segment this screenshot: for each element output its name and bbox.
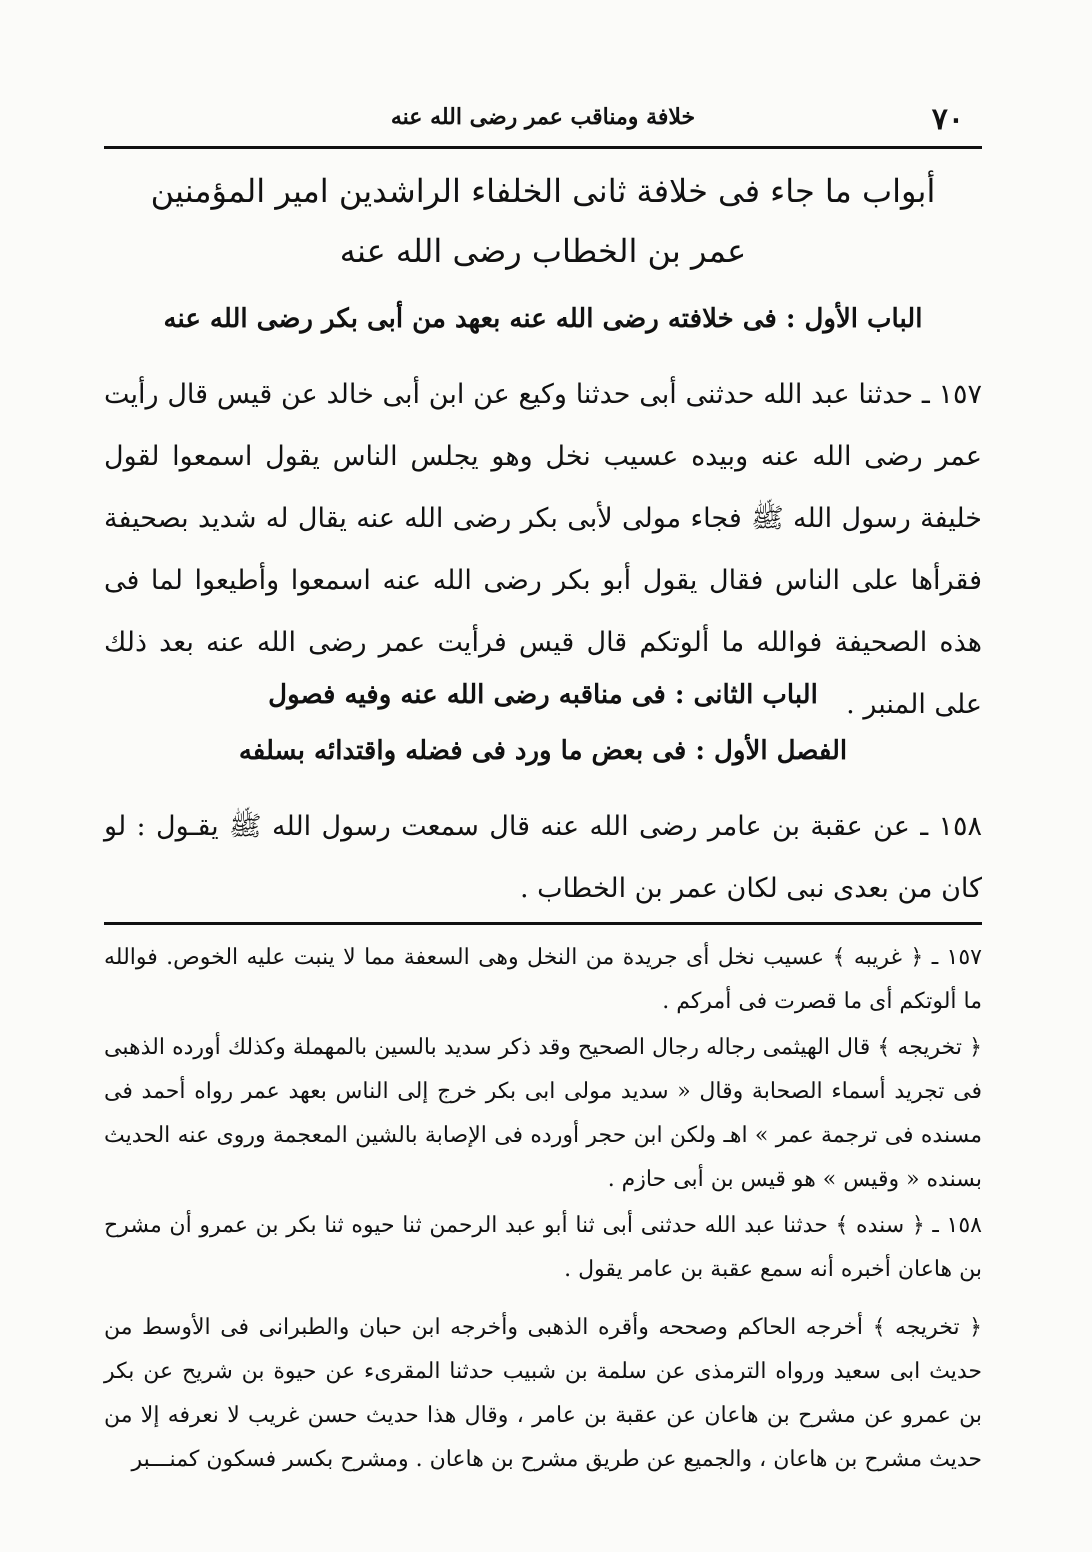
footnote-divider (104, 922, 982, 925)
chapter1-heading: الباب الأول : فى خلافته رضى الله عنه بعهد من أبى بكر رضى الله عنه (163, 304, 923, 334)
page-header (104, 96, 982, 149)
section1-heading: الفصل الأول : فى بعض ما ورد فى فضله واقتدائه بسلفه (238, 736, 848, 766)
hadith-158: ١٥٨ ـ عن عقبة بن عامر رضى الله عنه قال سمعت رسول الله ﷺ يقـول : لو كان من بعدى نبى لكان عمر بن الخطاب . (104, 811, 982, 904)
chapter2-heading: الباب الثانى : فى مناقبه رضى الله عنه وفيه فصول (268, 680, 818, 710)
footnote-158-takhrij: ﴿ تخريجه ﴾ أخرجه الحاكم وصححه وأقره الذهبى وأخرجه ابن حبان والطبرانى فى الأوسط من حديث ابى سعيد ورواه الترمذى عن سلمة بن شبيب حدثنا المقرىء عن حيوة بن شريح عن بكر بن عمرو عن مشرح بن هاعان عن عقبة بن عامر ، وقال هذا حديث حسن غريب لا نعرفه إلا من حديث مشرح بن هاعان ، والجميع عن طريق مشرح بن هاعان . ومشرح بكسر فسكون كمنـــبر (104, 1315, 982, 1472)
section-title-line1: أبواب ما جاء فى خلافة ثانى الخلفاء الراشدين امير المؤمنين (150, 172, 936, 210)
page-number: ٧٠ (931, 102, 964, 137)
footnote-157-takhrij: ﴿ تخريجه ﴾ قال الهيثمى رجاله رجال الصحيح وقد ذكر سديد بالسين بالمهملة وكذلك أورده الذهبى فى تجريد أسماء الصحابة وقال « سديد مولى ابى بكر خرج إلى الناس بعهد عمر رواه أحمد فى مسنده فى ترجمة عمر » اهـ ولكن ابن حجر أورده فى الإصابة بالشين المعجمة وروى عنه الحديث بسنده « وقيس » هو قيس بن أبى حازم . (104, 1035, 982, 1192)
section-title-line2: عمر بن الخطاب رضى الله عنه (339, 232, 747, 270)
footnote-158-sanad: ١٥٨ ـ ﴿ سنده ﴾ حدثنا عبد الله حدثنى أبى ثنا أبو عبد الرحمن ثنا حيوه ثنا بكر بن عمرو أن مشرح بن هاعان أخبره أنه سمع عقبة بن عامر يقول . (104, 1213, 982, 1282)
footnote-157-gharib: ١٥٧ ـ ﴿ غريبه ﴾ عسيب نخل أى جريدة من النخل وهى السعفة مما لا ينبت عليه الخوص. فوالله ما ألوتكم أى ما قصرت فى أمركم . (104, 945, 982, 1014)
running-title: خلافة ومناقب عمر رضى الله عنه (390, 104, 696, 130)
hadith-157: ١٥٧ ـ حدثنا عبد الله حدثنى أبى حدثنا وكيع عن ابن أبى خالد عن قيس قال رأيت عمر رضى الله عنه وبيده عسيب نخل وهو يجلس الناس يقول اسمعوا لقول خليفة رسول الله ﷺ فجاء مولى لأبى بكر رضى الله عنه يقال له شديد بصحيفة فقرأها على الناس فقال يقول أبو بكر رضى الله عنه اسمعوا وأطيعوا لما فى هذه الصحيفة فوالله ما ألوتكم قال قيس فرأيت عمر رضى الله عنه بعد ذلك على المنبر . (104, 379, 982, 720)
